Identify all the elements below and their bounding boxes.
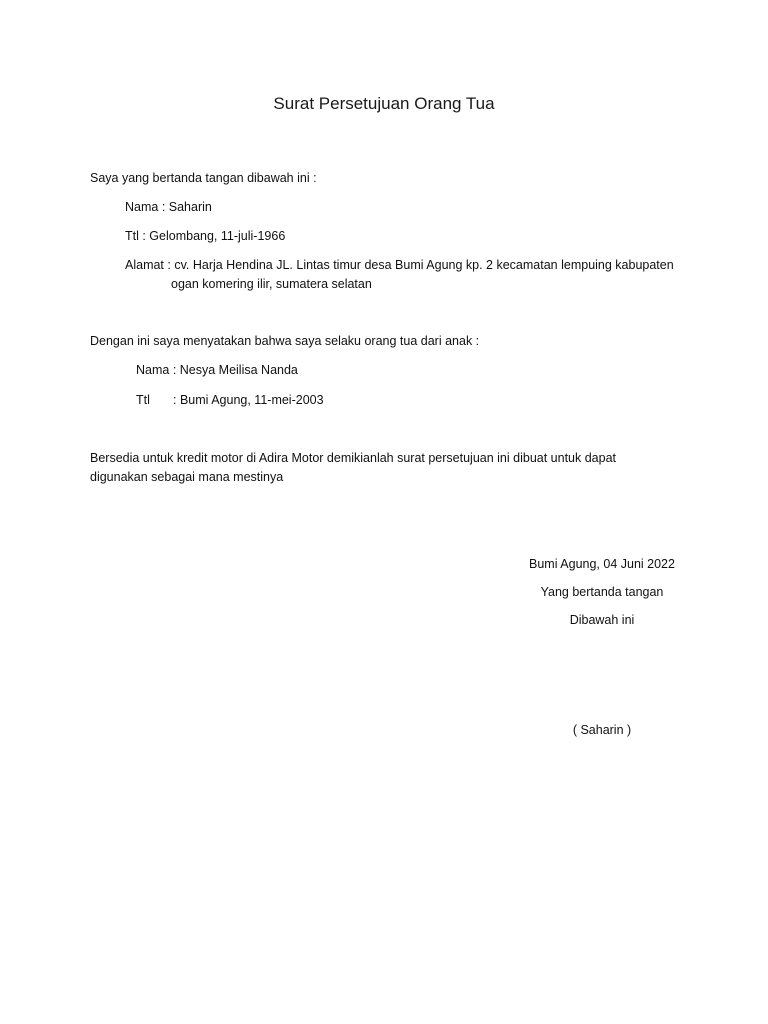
parent-address-line2: ogan komering ilir, sumatera selatan: [171, 277, 372, 291]
child-birth-value: : Bumi Agung, 11-mei-2003: [173, 393, 324, 407]
child-name: Nama : Nesya Meilisa Nanda: [136, 363, 298, 377]
intro-text: Saya yang bertanda tangan dibawah ini :: [90, 171, 317, 185]
parent-name: Nama : Saharin: [125, 200, 212, 214]
signature-name: ( Saharin ): [572, 723, 632, 737]
child-birth-label: Ttl: [136, 393, 150, 407]
signature-place-date: Bumi Agung, 04 Juni 2022: [529, 557, 675, 571]
signature-line2: Dibawah ini: [569, 613, 635, 627]
purpose-line2: digunakan sebagai mana mestinya: [90, 470, 284, 484]
parent-address-line1: Alamat : cv. Harja Hendina JL. Lintas timur desa Bumi Agung kp. 2 kecamatan lempuing kabupaten: [125, 258, 674, 272]
purpose-line1: Bersedia untuk kredit motor di Adira Motor demikianlah surat persetujuan ini dibuat untuk dapat: [90, 451, 616, 465]
signature-line1: Yang bertanda tangan: [540, 585, 664, 599]
child-birth-info: [136, 390, 324, 410]
document-title: Surat Persetujuan Orang Tua: [273, 94, 495, 113]
statement-text: Dengan ini saya menyatakan bahwa saya selaku orang tua dari anak :: [90, 334, 480, 348]
parent-birth-info: Ttl : Gelombang, 11-juli-1966: [125, 229, 286, 243]
